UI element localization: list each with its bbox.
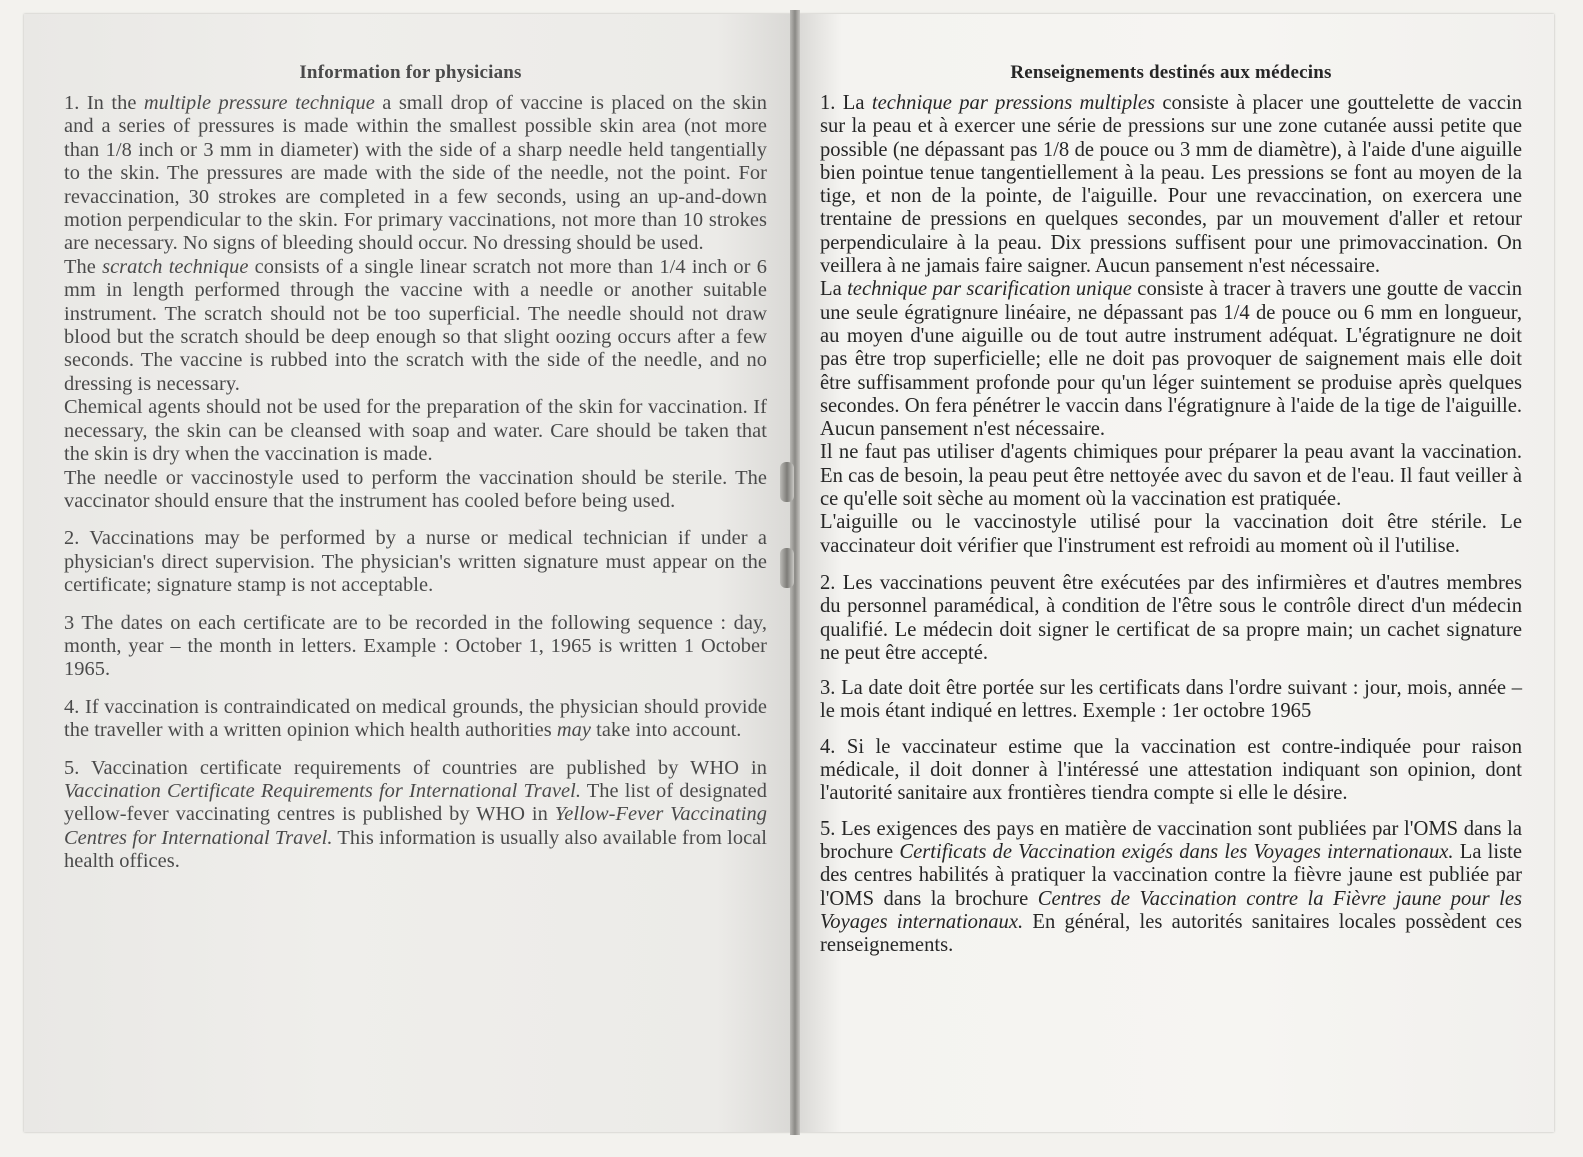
text-run: a small drop of vaccine is placed on the skin and a series of pressures is made within the smallest possible skin area (not more than 1/8 inch or 3 mm in diameter) with the side of a sharp needle held tangentially to the skin. The pressures are made with the side of the needle, not the point. For revaccination, 30 strokes are completed in a few seconds, using an up-and-down motion perpendicular to the skin. For primary vaccinations, not more than 10 strokes are necessary. No signs of bleeding should occur. No dressing should be used.: [64, 92, 767, 255]
text-run: consists of a single linear scratch not more than 1/4 inch or 6 mm in length performed through the vaccine with a needle or another suitable instrument. The scratch should not be too superficial. The needle should not draw blood but the scratch should be deep enough so that slight oozing occurs after a few seconds. The vaccine is rubbed into the scratch with the side of the needle, and no dressing is necessary.: [64, 255, 767, 395]
english-section-1-sterile: The needle or vaccinostyle used to perform the vaccination should be sterile. The vaccinator should ensure that the instrument has cooled before being used.: [64, 466, 767, 512]
text-run: La: [820, 278, 848, 301]
english-section-1-scratch: [64, 256, 767, 396]
italic-term: multiple pressure technique: [143, 92, 375, 114]
text-run: The: [64, 255, 103, 278]
french-column: [820, 62, 1522, 957]
text-run: take into account.: [591, 719, 742, 742]
english-column: [64, 62, 767, 874]
english-section-2: 2. Vaccinations may be performed by a nurse or medical technician if under a physician's direct supervision. The physician's written signature must appear on the certificate; signature stamp is not acceptable.: [64, 527, 767, 597]
text-run: En général, les autorités sanitaires locales possèdent ces renseignements.: [820, 910, 1522, 957]
staple-top: [780, 462, 794, 502]
english-title: Information for physicians: [299, 62, 522, 83]
text-run: consiste à tracer à travers une goutte de vaccin une seule égratignure linéaire, ne dépassant pas 1/4 de pouce ou 6 mm en longueur, au moyen d'une aiguille ou de tout autre instrument adéquat. L'égratignure ne doit pas être trop superficielle; elle ne doit pas provoquer de saignement mais elle doit être suffisamment profonde pour qu'un léger suintement se produise après quelques secondes. On fera pénétrer le vaccin dans l'égratignure à l'aide de la tige de l'aiguille. Aucun pansement n'est nécessaire.: [820, 278, 1522, 441]
french-section-3: 3. La date doit être portée sur les certificats dans l'ordre suivant : jour, mois, année – le mois étant indiqué en lettres. Exemple : 1er octobre 1965: [820, 677, 1522, 723]
french-section-1-pressions: [820, 92, 1522, 278]
french-section-4: 4. Si le vaccinateur estime que la vaccination est contre-indiquée pour raison médicale, il doit donner à l'intéressé une attestation indiquant son opinion, dont l'autorité sanitaire aux frontières tiendra compte si elle le désire.: [820, 735, 1522, 805]
text-run: 5. Vaccination certificate requirements of countries are published by WHO in: [64, 756, 767, 779]
text-run: 4. If vaccination is contraindicated on medical grounds, the physician should provide the traveller with a written opinion which health authorities: [64, 695, 767, 742]
italic-term: scratch technique: [102, 255, 249, 278]
french-section-1-scarification: [820, 278, 1522, 441]
italic-title: Certificats de Vaccination exigés dans les Voyages internationaux.: [899, 840, 1454, 863]
staple-bottom: [780, 548, 794, 588]
italic-title: Yellow-Fever Vaccinating Centres for International Travel.: [64, 803, 767, 849]
italic-title: Vaccination Certificate Requirements for International Travel.: [64, 779, 582, 802]
italic-term: technique par scarification unique: [847, 278, 1132, 301]
french-section-1-sterile: L'aiguille ou le vaccinostyle utilisé pour la vaccination doit être stérile. Le vaccinateur doit vérifier que l'instrument est refroidi au moment où il l'utilise.: [820, 511, 1522, 557]
italic-title: Centres de Vaccination contre la Fièvre jaune pour les Voyages internationaux.: [820, 887, 1522, 933]
text-run: The list of designated yellow-fever vaccinating centres is published by WHO in: [64, 779, 767, 826]
text-run: This information is usually also available from local health offices.: [64, 826, 767, 873]
italic-term: may: [556, 719, 592, 742]
french-section-2: 2. Les vaccinations peuvent être exécutées par des infirmières et d'autres membres du personnel paramédical, à condition de l'être sous le contrôle direct d'un médecin qualifié. Le médecin doit signer le certificat de sa propre main; un cachet signature ne peut être accepté.: [820, 571, 1522, 664]
english-section-4: [64, 696, 767, 743]
text-run: 5. Les exigences des pays en matière de vaccination sont publiées par l'OMS dans la brochure: [820, 817, 1522, 863]
english-section-5: [64, 757, 767, 874]
text-run: consiste à placer une gouttelette de vaccin sur la peau et à exercer une série de pressions sur une zone cutanée aussi petite que possible (ne dépassant pas 1/8 de pouce ou 3 mm de diamètre), à l'aide d'une aiguille bien pointue tenue tangentiellement à la peau. Les pressions se font au moyen de la tige, et non de la pointe, de l'aiguille. Pour une revaccination, on exercera une trentaine de pressions en quelques secondes, par un mouvement d'aller et retour perpendiculaire à la peau. Dix pressions suffisent pour une primovaccination. On veillera à ne jamais faire saigner. Aucun pansement n'est nécessaire.: [820, 92, 1522, 278]
english-section-3: 3 The dates on each certificate are to be recorded in the following sequence : day, month, year – the month in letters. Example : October 1, 1965 is written 1 October 1965.: [64, 611, 767, 681]
french-title: Renseignements destinés aux médecins: [1010, 62, 1332, 83]
text-run: 1. In the: [64, 92, 144, 114]
italic-term: technique par pressions multiples: [871, 92, 1156, 114]
text-run: La liste des centres habilités à pratiquer la vaccination contre la fièvre jaune est publiée par l'OMS dans la brochure: [820, 840, 1522, 910]
english-section-1-multiple-pressure: [64, 92, 767, 256]
french-section-5: [820, 818, 1522, 958]
english-section-1-chemical: Chemical agents should not be used for the preparation of the skin for vaccination. If necessary, the skin can be cleansed with soap and water. Care should be taken that the skin is dry when the vaccination is made.: [64, 396, 767, 466]
french-section-1-chimiques: Il ne faut pas utiliser d'agents chimiques pour préparer la peau avant la vaccination. En cas de besoin, la peau peut être nettoyée avec du savon et de l'eau. Il faut veiller à ce qu'elle soit sèche au moment où la vaccination est pratiquée.: [820, 441, 1522, 511]
text-run: 1. La: [820, 92, 872, 114]
